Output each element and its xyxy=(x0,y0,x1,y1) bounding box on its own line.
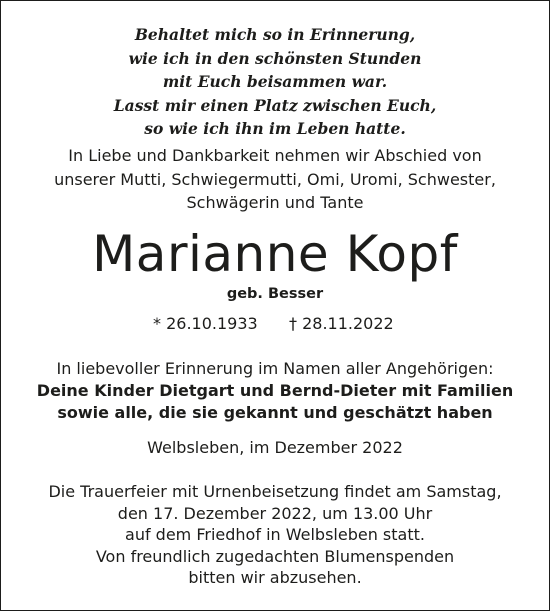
service-line: Von freundlich zugedachten Blumenspenden xyxy=(95,546,455,566)
mourners xyxy=(0,358,550,424)
poem-line: so wie ich ihn im Leben hatte. xyxy=(144,119,406,138)
mourners-lead: In liebevoller Erinnerung im Namen aller Angehörigen: xyxy=(56,359,494,378)
deceased-name: Marianne Kopf xyxy=(92,225,458,283)
poem-verse xyxy=(0,23,550,141)
funeral-service-info xyxy=(0,481,550,589)
intro-line: In Liebe und Dankbarkeit nehmen wir Abschied von xyxy=(68,146,482,165)
farewell-intro xyxy=(0,144,550,215)
maiden-name: geb. Besser xyxy=(226,286,324,302)
death-date: † 28.11.2022 xyxy=(289,314,394,333)
mourners-others: sowie alle, die sie gekannt und geschätzt haben xyxy=(57,403,493,422)
poem-line: Behaltet mich so in Erinnerung, xyxy=(134,25,416,44)
service-line: Die Trauerfeier mit Urnenbeisetzung findet am Samstag, xyxy=(48,482,502,501)
intro-line: unserer Mutti, Schwiegermutti, Omi, Uromi, Schwester, xyxy=(54,169,496,189)
service-line: bitten wir abzusehen. xyxy=(188,568,362,587)
birth-date: * 26.10.1933 xyxy=(153,314,258,333)
intro-line: Schwägerin und Tante xyxy=(186,193,364,212)
mourners-children: Deine Kinder Dietgart und Bernd-Dieter mit Familien xyxy=(36,381,514,400)
poem-line: Lasst mir einen Platz zwischen Euch, xyxy=(113,95,437,115)
service-line: auf dem Friedhof in Welbsleben statt. xyxy=(125,525,425,544)
poem-line: mit Euch beisammen war. xyxy=(162,72,388,91)
poem-line: wie ich in den schönsten Stunden xyxy=(128,48,422,68)
service-line: den 17. Dezember 2022, um 13.00 Uhr xyxy=(117,503,433,523)
place-and-date: Welbsleben, im Dezember 2022 xyxy=(147,438,403,457)
